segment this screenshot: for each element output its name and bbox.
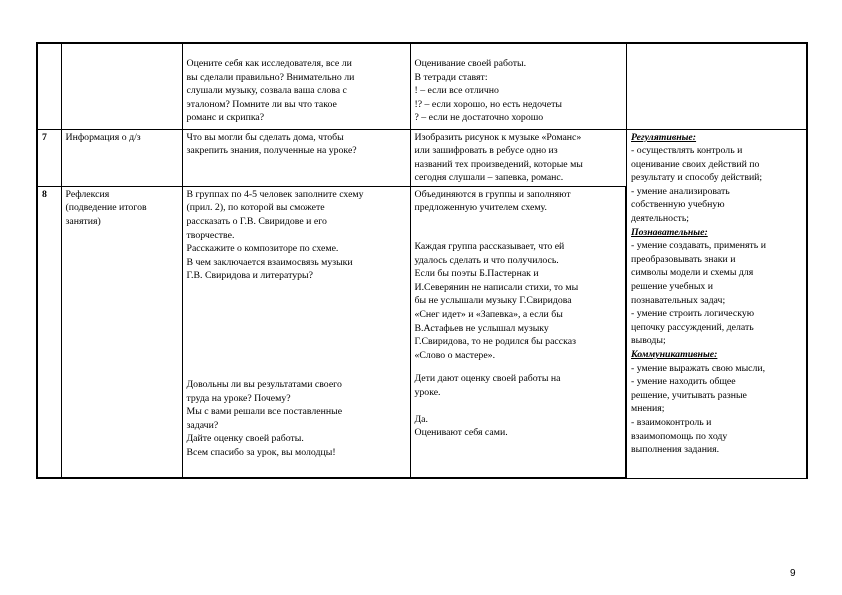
text-line: Информация о д/з xyxy=(65,131,141,143)
text-line: - умение находить общее xyxy=(631,376,736,388)
text-line: решение учебных и xyxy=(631,281,713,293)
text-line: В чем заключается взаимосвязь музыки xyxy=(186,256,353,268)
text-line: романс и скрипка? xyxy=(186,112,265,124)
student-activity-cell xyxy=(410,43,626,129)
text-line: ? – если не достаточно хорошо xyxy=(414,112,544,124)
text-line: ! – если все отлично xyxy=(414,85,499,97)
text-line: Г.В. Свиридова и литературы? xyxy=(186,270,313,282)
text-line: сегодня слушали – запевка, романс. xyxy=(414,172,564,184)
text-line: оценивание своих действий по xyxy=(631,158,760,170)
text-line: - умение создавать, применять и xyxy=(631,240,766,252)
student-activity-cell xyxy=(410,186,626,478)
teacher-activity-cell xyxy=(182,129,410,186)
text-line: уроке. xyxy=(414,387,441,398)
text-line: Оценивают себя сами. xyxy=(414,427,508,439)
text-line: или зашифровать в ребусе одно из xyxy=(414,145,558,157)
text-line: Расскажите о композиторе по схеме. xyxy=(186,243,339,255)
stage-cell xyxy=(61,43,182,129)
text-line: Если бы поэты Б.Пастернак и xyxy=(414,268,539,280)
text-line: Оцените себя как исследователя, все ли xyxy=(186,58,352,69)
text-line: «Слово о мастере». xyxy=(414,349,496,361)
text-line: Объединяются в группы и заполняют xyxy=(414,188,571,200)
uud-communicative-title: Коммуникативные: xyxy=(631,349,718,360)
text-line: труда на уроке? Почему? xyxy=(186,392,291,404)
text-line: бы не услышали музыку Г.Свиридова xyxy=(414,295,572,307)
text-line: «Снег идет» и «Запевка», а если бы xyxy=(414,309,563,321)
text-line: задачи? xyxy=(186,419,219,431)
lesson-plan-table xyxy=(36,42,808,479)
teacher-activity-cell xyxy=(182,43,410,129)
text-line: Мы с вами решали все поставленные xyxy=(186,406,343,418)
text-line: взаимопомощь по ходу xyxy=(631,430,728,442)
row-number: 8 xyxy=(37,186,61,478)
text-line: - осуществлять контроль и xyxy=(631,145,743,157)
uud-regulative-title: Регулятивные: xyxy=(631,131,697,143)
text-line: !? – если хорошо, но есть недочеты xyxy=(414,98,562,110)
text-line: результату и способу действий; xyxy=(631,172,763,184)
row-number: 7 xyxy=(37,129,61,186)
table-row xyxy=(37,129,807,186)
text-line: закрепить знания, полученные на уроке? xyxy=(186,145,357,157)
text-line: выполнения задания. xyxy=(631,444,720,456)
text-line: познавательных задач; xyxy=(631,294,726,306)
page-number: 9 xyxy=(790,568,796,579)
text-line: деятельность; xyxy=(631,213,690,225)
text-line: Что вы могли бы сделать дома, чтобы xyxy=(186,131,344,143)
text-line: И.Северянин не написали стихи, то мы xyxy=(414,281,579,293)
text-line: символы модели и схемы для xyxy=(631,267,754,279)
text-line: занятия) xyxy=(65,216,101,228)
text-line: Довольны ли вы результатами своего xyxy=(186,379,342,391)
text-line: Каждая группа рассказывает, что ей xyxy=(414,241,565,253)
text-line: удалось сделать и что получилось. xyxy=(414,254,559,266)
student-activity-cell xyxy=(410,129,626,186)
text-line: преобразовывать знаки и xyxy=(631,253,736,265)
text-line: названий тех произведений, которые мы xyxy=(414,158,583,170)
text-line: рассказать о Г.В. Свиридове и его xyxy=(186,216,327,228)
text-line: Дети дают оценку своей работы на xyxy=(414,373,561,385)
stage-label xyxy=(61,186,182,478)
text-line: Оценивание своей работы. xyxy=(414,58,527,69)
text-line: В.Астафьев не услышал музыку xyxy=(414,322,549,334)
text-line: (подведение итогов xyxy=(65,202,147,214)
text-line: эталоном? Помните ли вы что такое xyxy=(186,98,337,110)
teacher-activity-cell xyxy=(182,186,410,478)
text-line: вы сделали правильно? Внимательно ли xyxy=(186,71,355,83)
text-line: - умение анализировать xyxy=(631,185,730,197)
text-line: решение, учитывать разные xyxy=(631,389,747,401)
text-line: Да. xyxy=(414,413,428,425)
text-line: творчестве. xyxy=(186,229,235,241)
text-line: предложенную учителем схему. xyxy=(414,202,547,214)
table-row xyxy=(37,43,807,129)
uud-cell xyxy=(626,129,807,478)
stage-label xyxy=(61,129,182,186)
text-line: Всем спасибо за урок, вы молодцы! xyxy=(186,447,336,458)
text-line: собственную учебную xyxy=(631,199,725,211)
text-line: Рефлексия xyxy=(65,188,110,200)
text-line: Г.Свиридова, то не родился бы рассказ xyxy=(414,336,576,348)
text-line: - умение выражать свою мысли, xyxy=(631,362,766,374)
text-line: Дайте оценку своей работы. xyxy=(186,433,304,445)
text-line: В тетради ставят: xyxy=(414,71,488,83)
uud-cognitive-title: Познавательные: xyxy=(631,226,708,238)
text-line: слушали музыку, созвала ваша слова с xyxy=(186,85,347,97)
text-line: - умение строить логическую xyxy=(631,308,755,320)
text-line: выводы; xyxy=(631,335,666,347)
text-line: - взаимоконтроль и xyxy=(631,416,712,428)
text-line: Изобразить рисунок к музыке «Романс» xyxy=(414,131,582,143)
row-number-cell xyxy=(37,43,61,129)
text-line: мнения; xyxy=(631,403,665,415)
uud-cell-top xyxy=(626,43,807,129)
text-line: (прил. 2), по которой вы сможете xyxy=(186,202,325,214)
text-line: цепочку рассуждений, делать xyxy=(631,321,754,333)
text-line: В группах по 4-5 человек заполните схему xyxy=(186,188,364,200)
